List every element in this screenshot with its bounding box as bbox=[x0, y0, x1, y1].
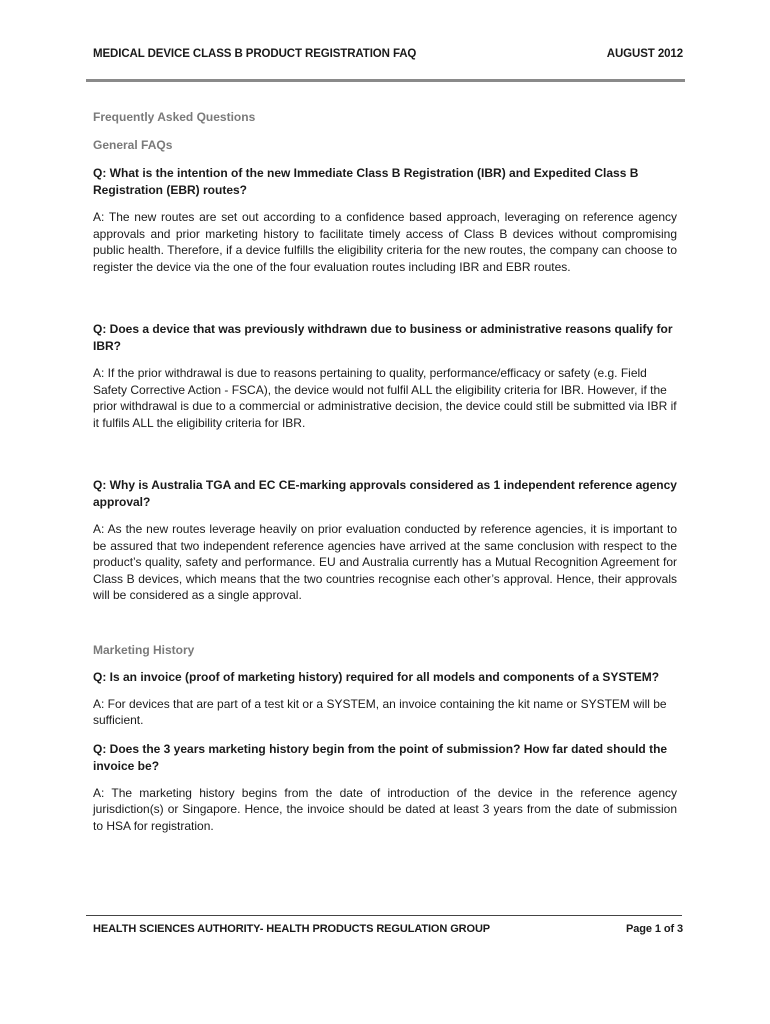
general-faqs-heading: General FAQs bbox=[93, 138, 173, 152]
answer-5: A: The marketing history begins from the date of introduction of the device in the reference agency jurisdiction(s) or Singapore. Hence, the invoice should be dated at least 3 years from the date of submission to HSA for registration. bbox=[93, 785, 677, 833]
answer-1: A: The new routes are set out according to a confidence based approach, leveraging on reference agency approvals and prior marketing history to facilitate timely access of Class B devices without compromising public health. Therefore, if a device fulfills the eligibility criteria for the new routes, the company can choose to register the device via the one of the four evaluation routes including IBR and EBR routes. bbox=[93, 210, 677, 274]
document-body bbox=[93, 110, 677, 834]
answer-3: A: As the new routes leverage heavily on prior evaluation conducted by reference agencies, it is important to be assured that two independent reference agencies have arrived at the same conclusion with respect to the product’s quality, safety and performance. EU and Australia currently has a Mutual Recognition Agreement for Class B devices, which means that the two countries recognise each other’s approval. Hence, their approvals will be considered as a single approval. bbox=[93, 522, 677, 602]
document-date: AUGUST 2012 bbox=[606, 48, 683, 60]
page-number: Page 1 of 3 bbox=[626, 923, 683, 935]
header-divider bbox=[86, 79, 685, 82]
answer-4: A: For devices that are part of a test kit or a SYSTEM, an invoice containing the kit name or SYSTEM will be sufficient. bbox=[93, 696, 667, 727]
answer-2: A: If the prior withdrawal is due to reasons pertaining to quality, performance/efficacy or safety (e.g. Field Safety Corrective Action - FSCA), the device would not fulfil ALL the eligibility criteria for IBR. However, if the prior withdrawal is due to a commercial or administrative decision, the device could still be submitted via IBR if it fulfils ALL the eligibility criteria for IBR. bbox=[93, 366, 677, 430]
question-3: Q: Why is Australia TGA and EC CE-marking approvals considered as 1 independent reference agency approval? bbox=[93, 478, 677, 509]
question-2: Q: Does a device that was previously withdrawn due to business or administrative reasons qualify for IBR? bbox=[93, 322, 673, 353]
page-header bbox=[93, 48, 683, 60]
footer-organization: HEALTH SCIENCES AUTHORITY- HEALTH PRODUCTS REGULATION GROUP bbox=[93, 923, 491, 935]
document-title: MEDICAL DEVICE CLASS B PRODUCT REGISTRATION FAQ bbox=[93, 48, 417, 60]
page-footer bbox=[93, 923, 683, 935]
faq-heading: Frequently Asked Questions bbox=[93, 110, 256, 124]
marketing-history-heading: Marketing History bbox=[93, 642, 195, 657]
question-1: Q: What is the intention of the new Immediate Class B Registration (IBR) and Expedited Class B Registration (EBR) routes? bbox=[93, 166, 639, 197]
question-5: Q: Does the 3 years marketing history begin from the point of submission? How far dated should the invoice be? bbox=[93, 741, 668, 773]
question-4: Q: Is an invoice (proof of marketing history) required for all models and components of a SYSTEM? bbox=[93, 669, 660, 684]
footer-divider bbox=[86, 915, 682, 916]
